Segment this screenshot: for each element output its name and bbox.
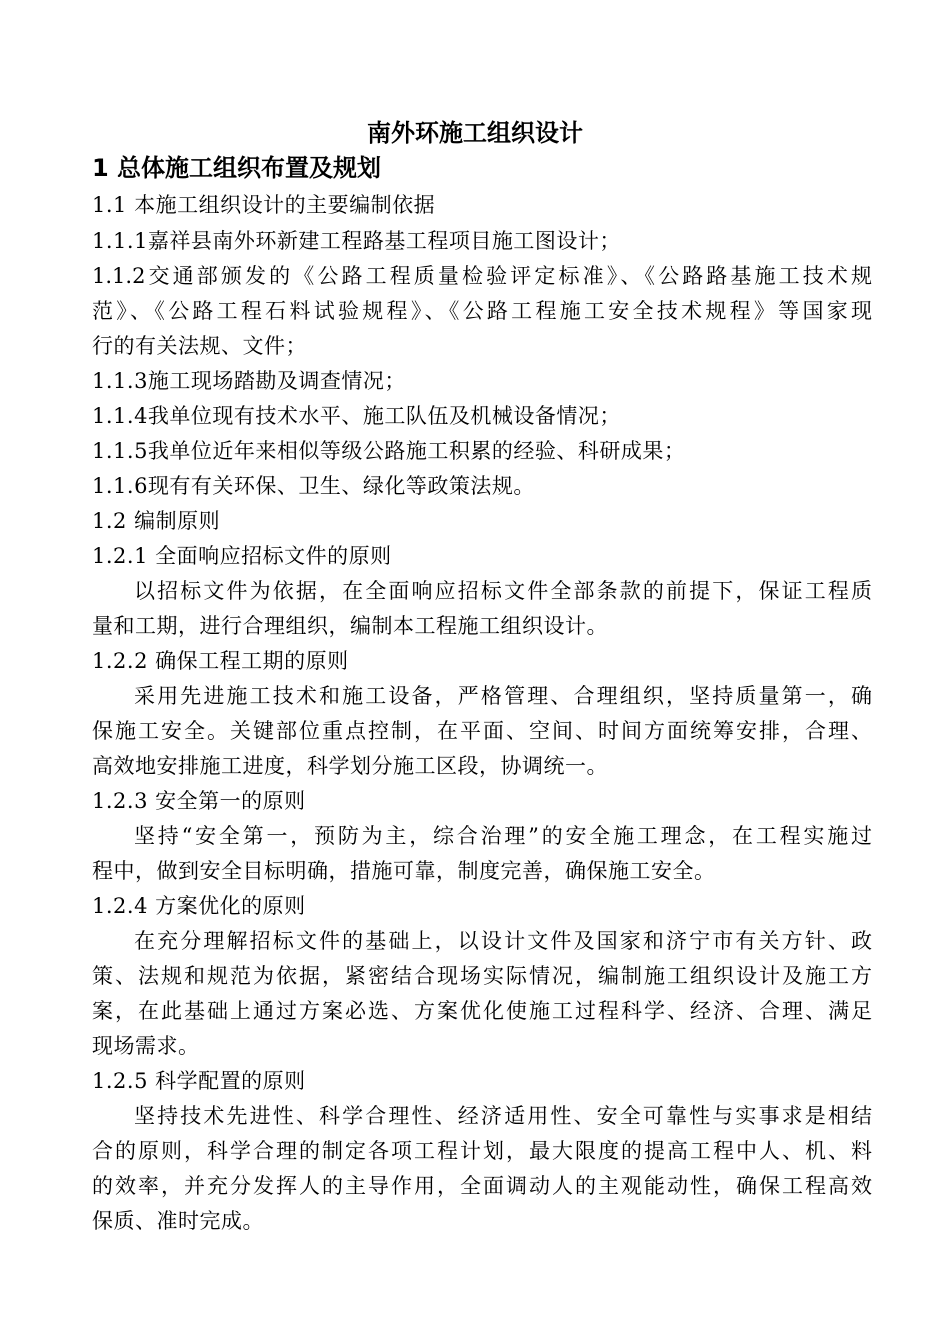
paragraph-line: 策、法规和规范为依据，紧密结合现场实际情况，编制施工组织设计及施工方 xyxy=(92,964,872,988)
paragraph-line: 高效地安排施工进度，科学划分施工区段，协调统一。 xyxy=(92,754,608,778)
list-item: 1.1.3施工现场踏勘及调查情况； xyxy=(92,369,406,393)
principle-heading: 1.2.2 确保工程工期的原则 xyxy=(92,649,349,673)
paragraph-line: 保施工安全。关键部位重点控制，在平面、空间、时间方面统筹安排，合理、 xyxy=(92,719,872,743)
principle-heading: 1.2.5 科学配置的原则 xyxy=(92,1069,306,1093)
list-item: 1.1.2交通部颁发的《公路工程质量检验评定标准》、《公路路基施工技术规 xyxy=(92,264,872,288)
principle-heading: 1.2.3 安全第一的原则 xyxy=(92,789,306,813)
list-item: 1.1.1嘉祥县南外环新建工程路基工程项目施工图设计； xyxy=(92,229,621,253)
paragraph-line: 采用先进施工技术和施工设备，严格管理、合理组织，坚持质量第一，确 xyxy=(134,684,872,708)
paragraph-line: 坚持技术先进性、科学合理性、经济适用性、安全可靠性与实事求是相结 xyxy=(134,1104,872,1128)
list-item-continued: 行的有关法规、文件； xyxy=(92,334,307,358)
paragraph-line: 坚持“安全第一，预防为主，综合治理”的安全施工理念，在工程实施过 xyxy=(134,824,872,848)
paragraph-line: 以招标文件为依据，在全面响应招标文件全部条款的前提下，保证工程质 xyxy=(134,579,872,603)
paragraph-line: 在充分理解招标文件的基础上，以设计文件及国家和济宁市有关方针、政 xyxy=(134,929,872,953)
principle-heading: 1.2.4 方案优化的原则 xyxy=(92,894,306,918)
document-title: 南外环施工组织设计 xyxy=(367,119,583,147)
list-item: 1.1.4我单位现有技术水平、施工队伍及机械设备情况； xyxy=(92,404,621,428)
paragraph-line: 现场需求。 xyxy=(92,1034,200,1058)
paragraph-line: 量和工期，进行合理组织，编制本工程施工组织设计。 xyxy=(92,614,608,638)
list-item: 1.1.6现有有关环保、卫生、绿化等政策法规。 xyxy=(92,474,535,498)
paragraph-line: 的效率，并充分发挥人的主导作用，全面调动人的主观能动性，确保工程高效 xyxy=(92,1174,872,1198)
subsection-heading: 1.1 本施工组织设计的主要编制依据 xyxy=(92,193,436,217)
principle-heading: 1.2.1 全面响应招标文件的原则 xyxy=(92,544,392,568)
paragraph-line: 保质、准时完成。 xyxy=(92,1209,264,1233)
list-item-continued: 范》、《公路工程石料试验规程》、《公路工程施工安全技术规程》等国家现 xyxy=(92,299,872,323)
section-heading: 1 总体施工组织布置及规划 xyxy=(92,154,382,182)
paragraph-line: 合的原则，科学合理的制定各项工程计划，最大限度的提高工程中人、机、料 xyxy=(92,1139,872,1163)
paragraph-line: 案，在此基础上通过方案必选、方案优化使施工过程科学、经济、合理、满足 xyxy=(92,999,872,1023)
subsection-heading: 1.2 编制原则 xyxy=(92,509,221,533)
list-item: 1.1.5我单位近年来相似等级公路施工积累的经验、科研成果； xyxy=(92,439,686,463)
paragraph-line: 程中，做到安全目标明确，措施可靠，制度完善，确保施工安全。 xyxy=(92,859,716,883)
